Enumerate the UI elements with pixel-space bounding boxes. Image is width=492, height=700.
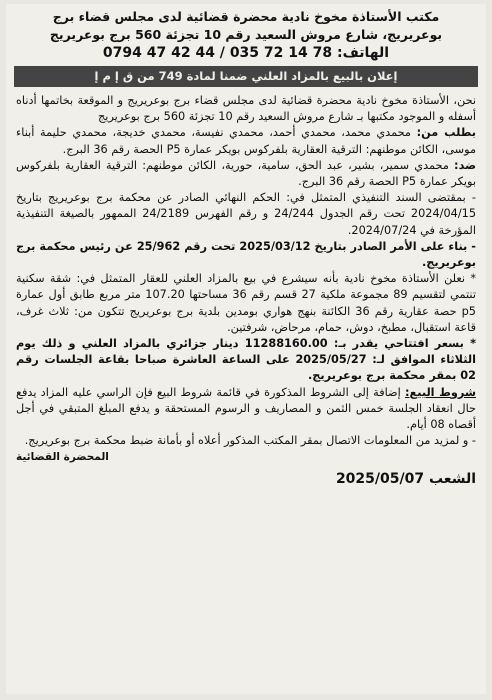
conditions-label: شروط البيع:: [404, 385, 476, 399]
signature-row: [6, 449, 486, 463]
office-name: مكتب الأستاذة مخوخ نادية محضرة قضائية لدى مجلس قضاء برج: [52, 9, 440, 24]
conditions-text: إضافة إلى الشروط المذكورة في قائمة شروط البيع فإن الراسي عليه المزاد يدفع حال انعقاد الجلسة خمس الثمن و المصاريف و الرسوم المستحقة و يدفع المبلغ المتبقي في أجل أقصاه 08 أيام.: [16, 385, 476, 432]
legal-notice: [6, 4, 486, 694]
price-paragraph: * بسعر افتتاحي يقدر بـ: 11288160.00 دينار جزائري بالمزاد العلني و ذلك يوم الثلاثاء الموافق لـ: 2025/05/27 على الساعة العاشرة صباحا بقاعة الجلسات رقم 02 بمقر محكمة برج بوعريريج.: [16, 337, 476, 383]
signer-label: المحضرة القضائية: [16, 451, 109, 464]
against-paragraph: [16, 158, 476, 190]
claimant-text: محمدي محمد، محمدي أحمد، محمدي نفيسة، محمدي خديجة، محمدي حليمة أبناء موسى، الكائن موطنهم: الترقية العقارية بلفركوس بويكر عمارة P5 الحصة رقم 36 البرج.: [16, 126, 476, 156]
newspaper-name: الشعب: [428, 471, 476, 488]
announce-paragraph: * نعلن الأستاذة مخوخ نادية بأنه سيشرع في بيع بالمزاد العلني للعقار المتمثل في: شقة سكنية تنتمي لتقسيم 89 مجموعة ملكية 27 قسم رقم 36 مساحتها 107.20 متر مربع طابق أول عمارة p5 حصة عقارية رقم 36 الكائنة بنهج هواري بومدين بلدية برج بوعريريج تتكون من: ثلاث غرف، قاعة استقبال، مطبخ، دوش، حمام، مرحاض، شرفتين.: [16, 272, 476, 334]
contact-paragraph: - و لمزيد من المعلومات الاتصال بمقر المكتب المذكور أعلاه أو بأمانة ضبط محكمة برج بوعريريج.: [24, 434, 476, 448]
exec-title-paragraph: - بمقتضى السند التنفيذي المتمثل في: الحكم النهائي الصادر عن محكمة برج بوعريريج بتاريخ 2024/04/15 تحت رقم الجدول 24/244 و رقم الفهرس 24/2189 الممهور بالصيغة التنفيذية المؤرخة في 2024/07/24.: [16, 191, 477, 237]
against-text: محمدي سمير، بشير، عبد الحق، سامية، حورية، الكائن موطنهم: الترقية العقارية بلفركوس بويكر عمارة P5 الحصة رقم 36 البرج.: [16, 158, 476, 189]
notice-body: [6, 91, 486, 449]
office-header: [6, 4, 486, 62]
publication-date: 2025/05/07: [335, 471, 425, 488]
against-label: ضد:: [454, 158, 477, 172]
publication-footer: [6, 463, 486, 487]
office-address: بوعريريج، شارع مروش السعيد رقم 10 تجزئة 560 برج بوعريريج: [49, 27, 443, 42]
notice-title-banner: إعلان بالبيع بالمزاد العلني ضمنا لمادة 749 من ق إ م إ: [14, 66, 478, 87]
order-paragraph: - بناء على الأمر الصادر بتاريخ 2025/03/12 تحت رقم 25/962 عن رئيس محكمة برج بوعريريج.: [16, 239, 476, 270]
conditions-paragraph: [16, 385, 476, 434]
claimant-label: بطلب من:: [416, 126, 476, 140]
office-phone: الهاتف: 78 14 72 035 / 44 42 47 0794: [102, 45, 390, 61]
intro-paragraph: نحن، الأستاذة مخوخ نادية محضرة قضائية لدى مجلس قضاء برج بوعريريج و الموقعة بخاتمها أدناه أسفله و الموجود مكتبها بـ شارع مروش السعيد رقم 10 تجزئة 560 برج بوعريريج: [16, 94, 476, 124]
claimant-paragraph: [16, 125, 476, 157]
